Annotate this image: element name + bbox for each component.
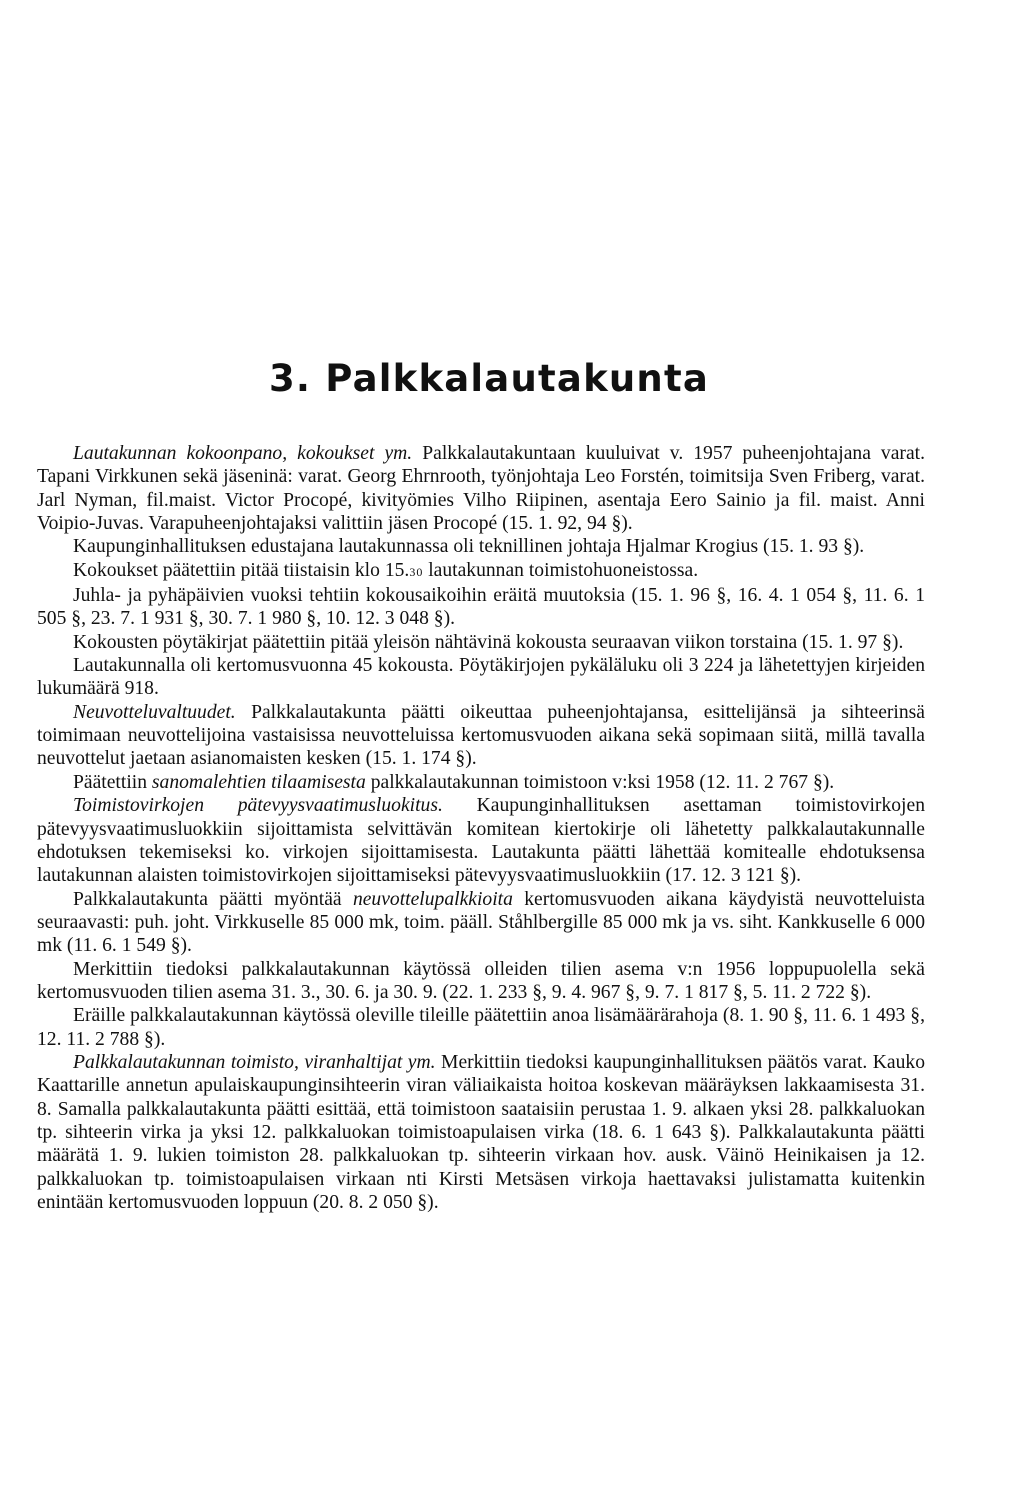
document-page [37, 350, 925, 1214]
paragraph-qualification-classification [37, 794, 925, 887]
paragraph-accounts-status [37, 958, 925, 1005]
time-minutes: 30 [409, 564, 424, 579]
paragraph-meeting-time [37, 559, 925, 584]
paragraph-negotiation-mandate [37, 701, 925, 771]
paragraph-meeting-count [37, 654, 925, 701]
paragraph-text: lautakunnan toimistohuoneistossa. [423, 559, 699, 581]
paragraph-negotiation-fees [37, 888, 925, 958]
paragraph-text: kertomusvuoden aikana käydyistä neuvotteluista seuraavasti: puh. joht. Virkkuselle 85 000 mk, toim. pääll. Ståhlbergille 85 000 mk ja vs. siht. Kankkuselle 6 000 mk (11. 6. 1 549 §). [37, 888, 925, 957]
paragraph-composition [37, 442, 925, 535]
paragraph-lead-italic: Lautakunnan kokoonpano, kokoukset ym. [73, 443, 413, 464]
paragraph-text: Juhla- ja pyhäpäivien vuoksi tehtiin kokousaikoihin eräitä muutoksia (15. 1. 96 §, 16. 4. 1 054 §, 11. 6. 1 505 §, 23. 7. 1 931 §, 30. 7. 1 980 §, 10. 12. 3 048 §). [37, 585, 925, 630]
paragraph-text: palkkalautakunnan toimistoon v:ksi 1958 (12. 11. 2 767 §). [365, 771, 835, 793]
paragraph-additional-appropriations [37, 1004, 925, 1051]
paragraph-office-staff [37, 1051, 925, 1214]
paragraph-text: Kaupunginhallituksen asettaman toimistovirkojen pätevyysvaatimusluokkiin sijoittamista selvittävän komitean kiertokirje oli lähetetty palkkalautakunnalle ehdotuksen tekemiseksi ko. virkojen sijoittamisesta. Lautakunta päätti lähettää komitealle ehdotuksensa lautakunnan alaisten toimistovirkojen sijoittamiseksi pätevyysvaatimusluokkiin (17. 12. 3 121 §). [37, 795, 925, 887]
paragraph-inline-italic: neuvottelupalkkioita [352, 888, 513, 910]
paragraph-text: Merkittiin tiedoksi palkkalautakunnan käytössä olleiden tilien asema v:n 1956 loppupuolella sekä kertomusvuoden tilien asema 31. 3., 30. 6. ja 30. 9. (22. 1. 233 §, 9. 4. 967 §, 9. 7. 1 817 §, 5. 11. 2 722 §). [37, 958, 925, 1003]
body-text [37, 442, 925, 1214]
section-heading: 3. Palkkalautakunta [268, 357, 710, 400]
paragraph-text: Palkkalautakunta päätti oikeuttaa puheenjohtajansa, esittelijänsä ja sihteerinsä toimimaan neuvottelijoina vastaisissa neuvotteluissa kertomusvuoden aikana sekä sopimaan siitä, millä tavalla neuvottelut jaetaan asianomaisten kesken (15. 1. 174 §). [37, 701, 925, 770]
paragraph-text: Päätettiin [73, 771, 152, 793]
paragraph-lead-italic: Palkkalautakunnan toimisto, viranhaltijat ym. [73, 1051, 436, 1073]
paragraph-text: Kokoukset päätettiin pitää tiistaisin klo 15. [73, 559, 410, 581]
paragraph-text: Kokousten pöytäkirjat päätettiin pitää yleisön nähtävinä kokousta seuraavan viikon torstaina (15. 1. 97 §). [73, 631, 904, 653]
paragraph-city-representative [37, 535, 925, 558]
paragraph-text: Lautakunnalla oli kertomusvuonna 45 kokousta. Pöytäkirjojen pykäläluku oli 3 224 ja lähetettyjen kirjeiden lukumäärä 918. [37, 655, 925, 700]
paragraph-inline-italic: sanomalehtien tilaamisesta [151, 771, 366, 793]
paragraph-text: Merkittiin tiedoksi kaupunginhallituksen päätös varat. Kauko Kaattarille annetun apulaiskaupunginsihteerin viran väliaikaista hoitoa koskevan määräyksen lakkaamisesta 31. 8. Samalla palkkalautakunta päätti esittää, että toimistoon saataisiin perustaa 1. 9. alkaen yksi 28. palkkaluokan tp. sihteerin virka ja yksi 12. palkkaluokan toimistoapulaisen virka (18. 6. 1 643 §). Palkkalautakunta päätti määrätä 1. 9. lukien toimiston 28. palkkaluokan tp. sihteerin virkaan hov. ausk. Väinö Heinikaisen ja 12. palkkaluokan tp. toimistoapulaisen virkaan nti Kirsti Metsäsen virkoja haettavaksi julistamatta kuitenkin enintään kertomusvuoden loppuun (20. 8. 2 050 §). [37, 1051, 925, 1213]
paragraph-lead-italic: Neuvotteluvaltuudet. [73, 701, 236, 723]
paragraph-lead-italic: Toimistovirkojen pätevyysvaatimusluokitus. [73, 795, 443, 817]
paragraph-holiday-changes [37, 584, 925, 631]
paragraph-text: Palkkalautakunta päätti myöntää [73, 888, 353, 910]
paragraph-text: Eräille palkkalautakunnan käytössä oleville tileille päätettiin anoa lisämäärärahoja (8. 1. 90 §, 11. 6. 1 493 §, 12. 11. 2 788 §). [37, 1005, 925, 1050]
paragraph-minutes-public [37, 631, 925, 654]
paragraph-text: Palkkalautakuntaan kuuluivat v. 1957 puheenjohtajana varat. Tapani Virkkunen sekä jäseninä: varat. Georg Ehrnrooth, työnjohtaja Leo Forstén, toimitsija Sven Friberg, varat. Jarl Nyman, fil.maist. Victor Procopé, kivityömies Vilho Riipinen, asentaja Eero Sainio ja fil. maist. Anni Voipio-Juvas. Varapuheenjohtajaksi valittiin jäsen Procopé (15. 1. 92, 94 §). [37, 443, 925, 535]
paragraph-text: Kaupunginhallituksen edustajana lautakunnassa oli teknillinen johtaja Hjalmar Krogius (15. 1. 93 §). [73, 536, 865, 558]
paragraph-newspapers [37, 771, 925, 794]
